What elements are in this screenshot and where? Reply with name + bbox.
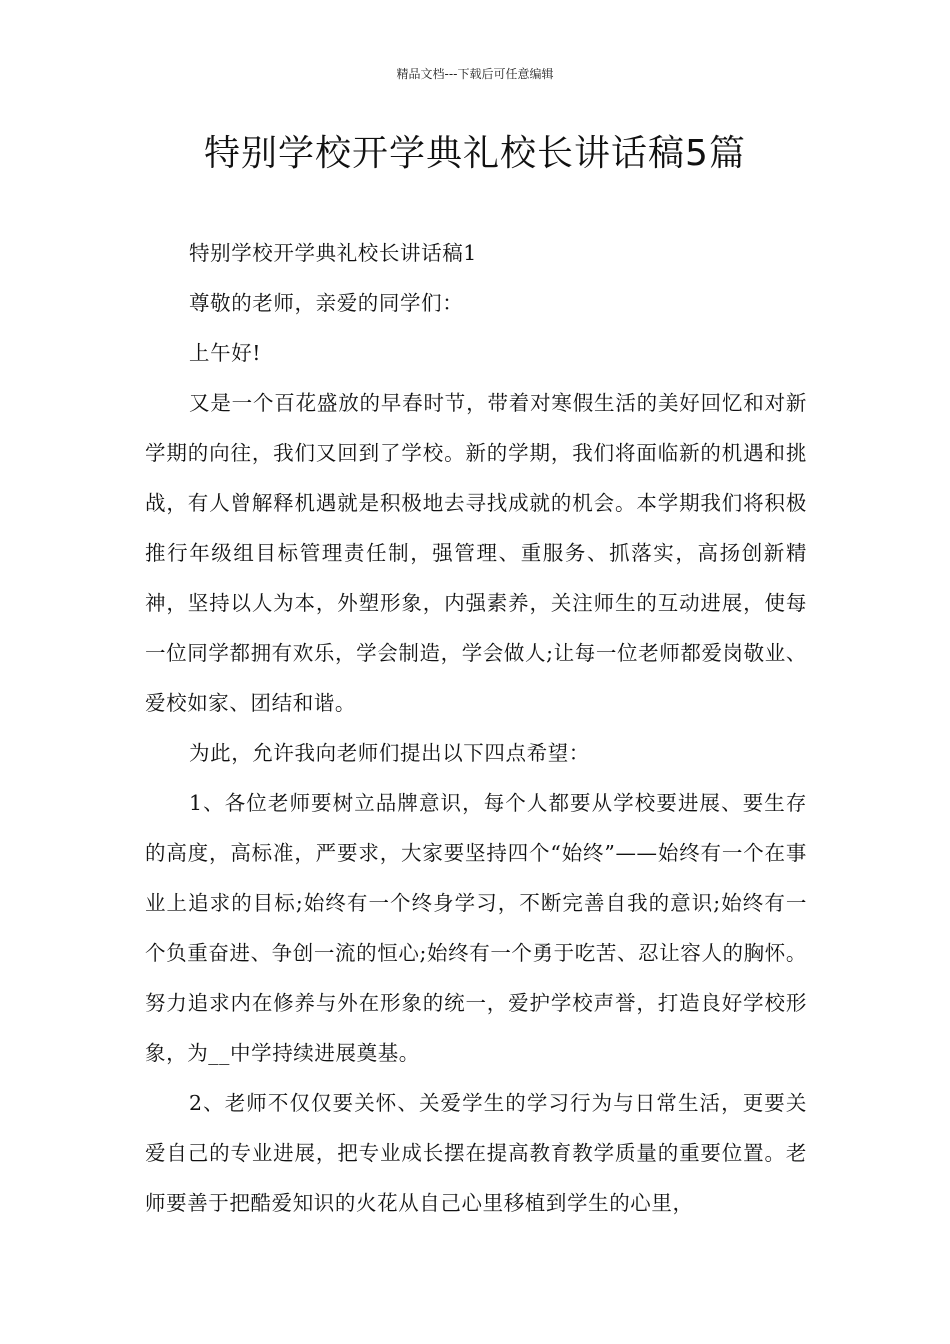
- body-paragraph-intro: 又是一个百花盛放的早春时节，带着对寒假生活的美好回忆和对新学期的向往，我们又回到了学校。新的学期，我们将面临新的机遇和挑战，有人曾解释机遇就是积极地去寻找成就的机会。本学期我们将积极推行年级组目标管理责任制，强管理、重服务、抓落实，高扬创新精神，坚持以人为本，外塑形象，内强素养，关注师生的互动进展，使每一位同学都拥有欢乐，学会制造，学会做人;让每一位老师都爱岗敬业、爱校如家、团结和谐。: [145, 391, 807, 715]
- greeting: 上午好!: [189, 341, 262, 365]
- section-heading: 特别学校开学典礼校长讲话稿1: [189, 241, 477, 265]
- document-title: 特别学校开学典礼校长讲话稿5篇: [204, 133, 746, 174]
- salutation: 尊敬的老师，亲爱的同学们：: [189, 291, 464, 315]
- body-paragraph-hopes-intro: 为此，允许我向老师们提出以下四点希望：: [189, 741, 590, 765]
- document-body: [145, 228, 807, 1228]
- body-paragraph-hope-2: 2、老师不仅仅要关怀、关爱学生的学习行为与日常生活，更要关爱自己的专业进展，把专业成长摆在提高教育教学质量的重要位置。老师要善于把酷爱知识的火花从自己心里移植到学生的心里，: [145, 1091, 807, 1215]
- body-paragraph-hope-1: 1、各位老师要树立品牌意识，每个人都要从学校要进展、要生存的高度，高标准，严要求，大家要坚持四个“始终”——始终有一个在事业上追求的目标;始终有一个终身学习，不断完善自我的意识;始终有一个负重奋进、争创一流的恒心;始终有一个勇于吃苦、忍让容人的胸怀。努力追求内在修养与外在形象的统一，爱护学校声誉，打造良好学校形象，为__中学持续进展奠基。: [145, 791, 807, 1065]
- page-header-note: 精品文档---下载后可任意编辑: [396, 67, 554, 81]
